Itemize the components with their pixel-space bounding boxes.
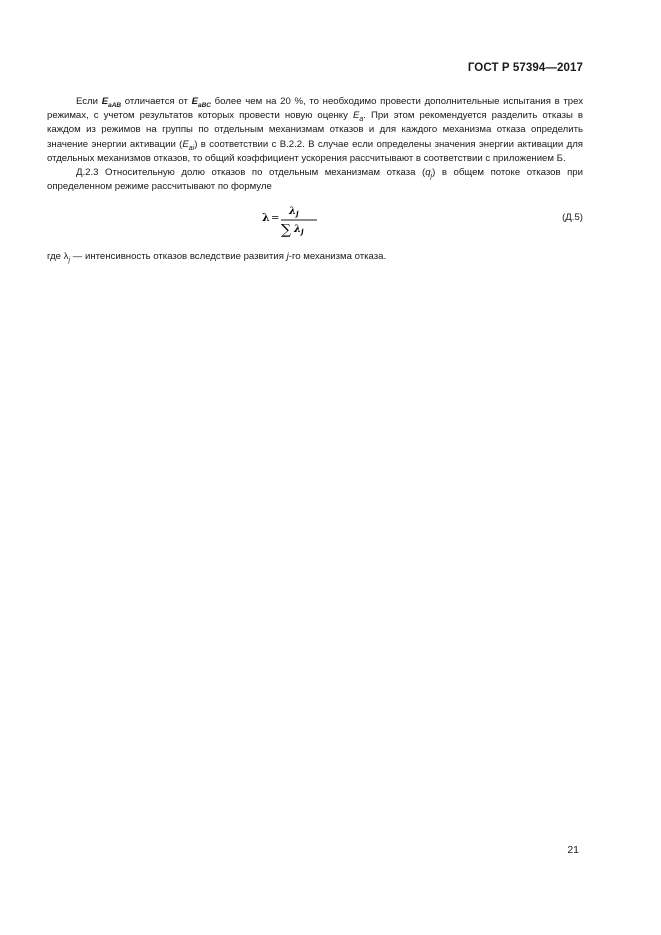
- text-fragment: Д.2.3 Относительную долю отказов по отдельным механизмам отказа (: [76, 167, 426, 179]
- text-fragment: — интенсивность отказов вследствие развития: [70, 251, 287, 263]
- formula-equals: =: [271, 213, 280, 225]
- formula-denominator: λ: [294, 224, 302, 236]
- symbol-j: j: [286, 251, 289, 263]
- symbol-q-j: $q_j$: [425, 167, 433, 180]
- formula-numerator-sub: j: [296, 209, 299, 219]
- text-fragment: более чем на 20 %, то необходимо провести дополнительные испытания в трех режимах, с учетом результатов которых провести новую оценку: [47, 96, 583, 122]
- document-header: ГОСТ Р 57394—2017: [467, 62, 583, 74]
- symbol-e-aab: $E_{aAB}$: [101, 96, 122, 109]
- text-fragment: . При этом рекомендуется разделить отказы в каждом из режимов на группы по отдельным механизмам отказов и для каждого механизма отказа определить значение энергии активации (: [47, 110, 583, 150]
- text-fragment: отличается от: [121, 96, 192, 107]
- symbol-e-ai: $E_{ai}$: [182, 138, 195, 152]
- formula-sum-sign: ∑: [281, 222, 291, 239]
- text-fragment: где: [47, 251, 64, 263]
- formula-row: [47, 202, 583, 250]
- symbol-e-a: $E_a$: [352, 110, 364, 124]
- text-fragment: ) в соответствии с В.2.2. В случае если определены значения энергии активации для отдельных механизмов отказов, то общий коэффициент ускорения рассчитывают в соответствии с приложением Б.: [47, 138, 583, 164]
- formula-number: (Д.5): [562, 212, 583, 224]
- paragraph-where: [47, 250, 583, 264]
- formula-d5: [261, 202, 321, 248]
- paragraph-d-2-3: [47, 166, 583, 194]
- formula-numerator: λ: [289, 206, 297, 218]
- formula-lhs: λ: [262, 211, 270, 225]
- symbol-lambda-j: $\lambda_j$: [63, 251, 71, 265]
- text-fragment: -го механизма отказа.: [288, 251, 387, 263]
- text-fragment: Если: [76, 96, 102, 107]
- formula-denominator-sub: j: [301, 227, 304, 237]
- document-body: [47, 95, 583, 265]
- paragraph-activation-energy: [47, 95, 583, 166]
- text-fragment: ) в общем потоке отказов при определенном режиме рассчитывают по формуле: [47, 167, 583, 193]
- page-number: 21: [567, 844, 579, 856]
- symbol-e-abc: $E_{aBC}$: [191, 96, 211, 109]
